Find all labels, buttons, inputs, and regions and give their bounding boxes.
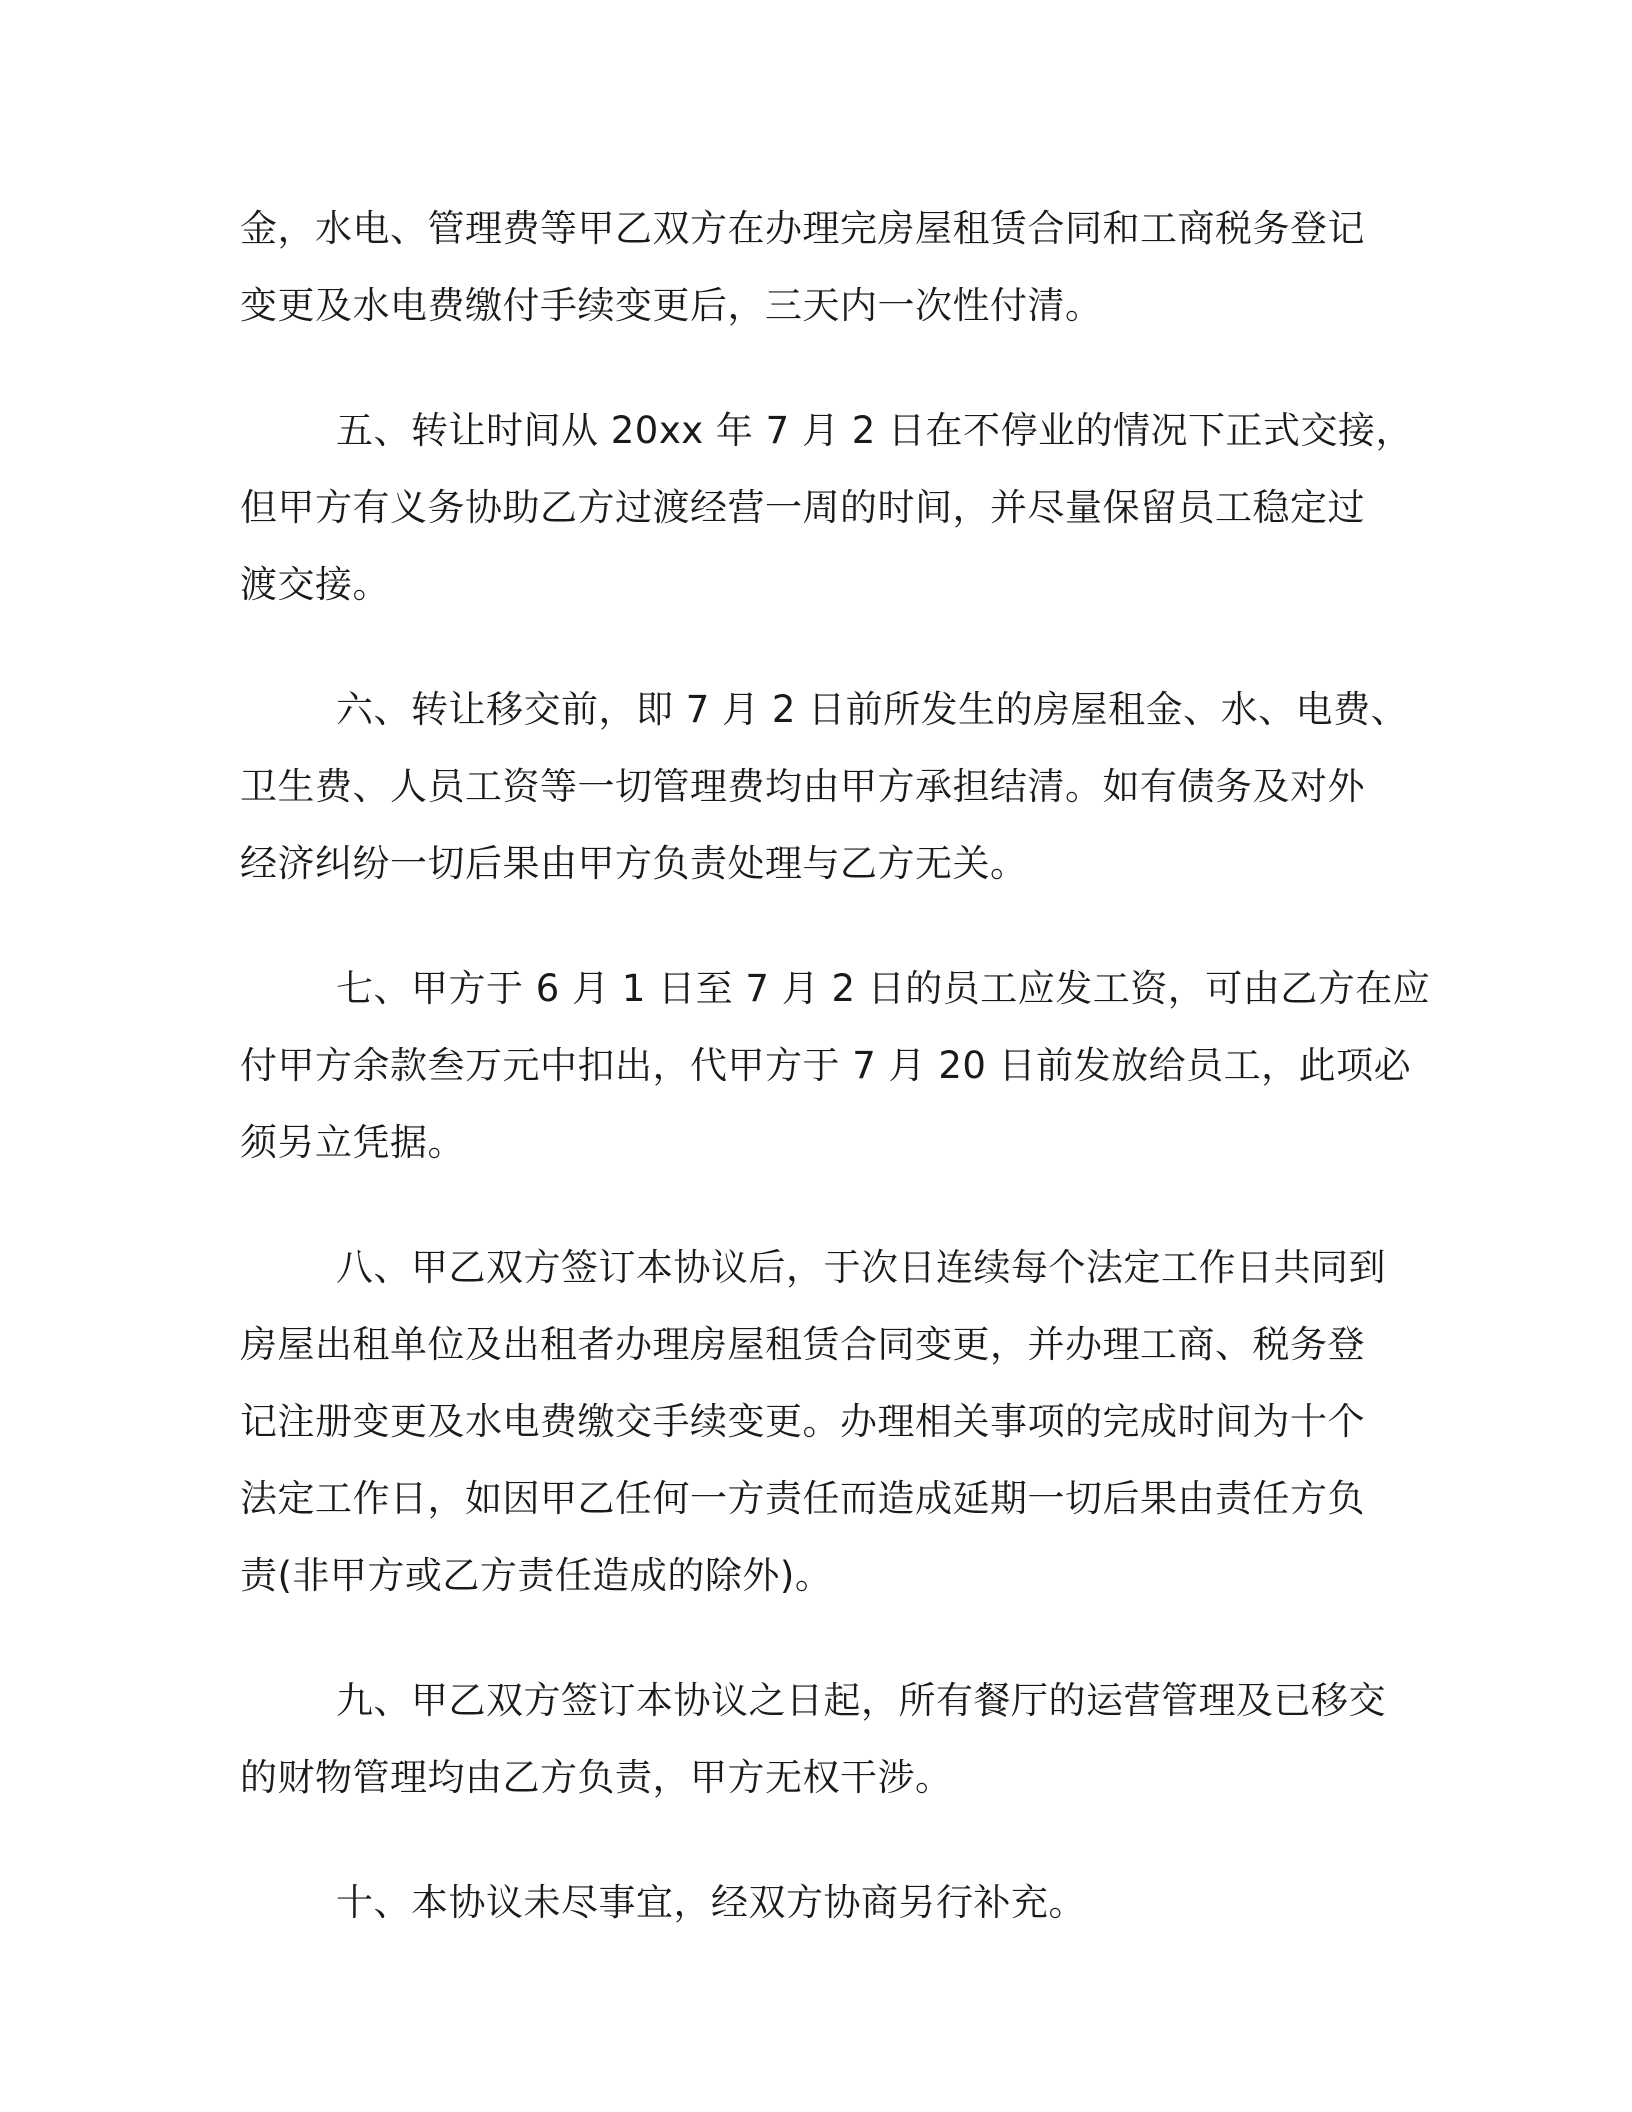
text-line: 的财物管理均由乙方负责，甲方无权干涉。 [240, 1756, 953, 1799]
text-line: 金，水电、管理费等甲乙双方在办理完房屋租赁合同和工商税务登记 [240, 207, 1365, 250]
text-line: 付甲方余款叁万元中扣出，代甲方于 7 月 20 日前发放给员工，此项必 [240, 1044, 1412, 1087]
paragraph-payment-continued [240, 190, 1390, 344]
text-line: 十、本协议未尽事宜，经双方协商另行补充。 [336, 1881, 1086, 1924]
paragraph-clause-7 [240, 950, 1431, 1181]
text-line: 卫生费、人员工资等一切管理费均由甲方承担结清。如有债务及对外 [240, 765, 1365, 808]
text-line: 记注册变更及水电费缴交手续变更。办理相关事项的完成时间为十个 [240, 1400, 1365, 1443]
text-line: 变更及水电费缴付手续变更后，三天内一次性付清。 [240, 284, 1103, 327]
paragraph-clause-10 [240, 1864, 1390, 1941]
text-line: 七、甲方于 6 月 1 日至 7 月 2 日的员工应发工资，可由乙方在应 [336, 967, 1431, 1010]
text-line: 法定工作日，如因甲乙任何一方责任而造成延期一切后果由责任方负 [240, 1477, 1365, 1520]
text-line: 须另立凭据。 [240, 1121, 465, 1164]
text-line: 五、转让时间从 20xx 年 7 月 2 日在不停业的情况下正式交接， [336, 409, 1414, 452]
paragraph-clause-5 [240, 392, 1414, 623]
text-line: 八、甲乙双方签订本协议后，于次日连续每个法定工作日共同到 [336, 1246, 1386, 1289]
text-line: 责(非甲方或乙方责任造成的除外)。 [240, 1554, 833, 1597]
paragraph-clause-8 [240, 1229, 1390, 1614]
text-line: 房屋出租单位及出租者办理房屋租赁合同变更，并办理工商、税务登 [240, 1323, 1365, 1366]
text-line: 六、转让移交前，即 7 月 2 日前所发生的房屋租金、水、电费、 [336, 688, 1409, 731]
paragraph-clause-6 [240, 671, 1409, 902]
text-line: 渡交接。 [240, 563, 390, 606]
document-body [240, 190, 1431, 1989]
text-line: 但甲方有义务协助乙方过渡经营一周的时间，并尽量保留员工稳定过 [240, 486, 1365, 529]
text-line: 九、甲乙双方签订本协议之日起，所有餐厅的运营管理及已移交 [336, 1679, 1386, 1722]
paragraph-clause-9 [240, 1662, 1390, 1816]
text-line: 经济纠纷一切后果由甲方负责处理与乙方无关。 [240, 842, 1028, 885]
